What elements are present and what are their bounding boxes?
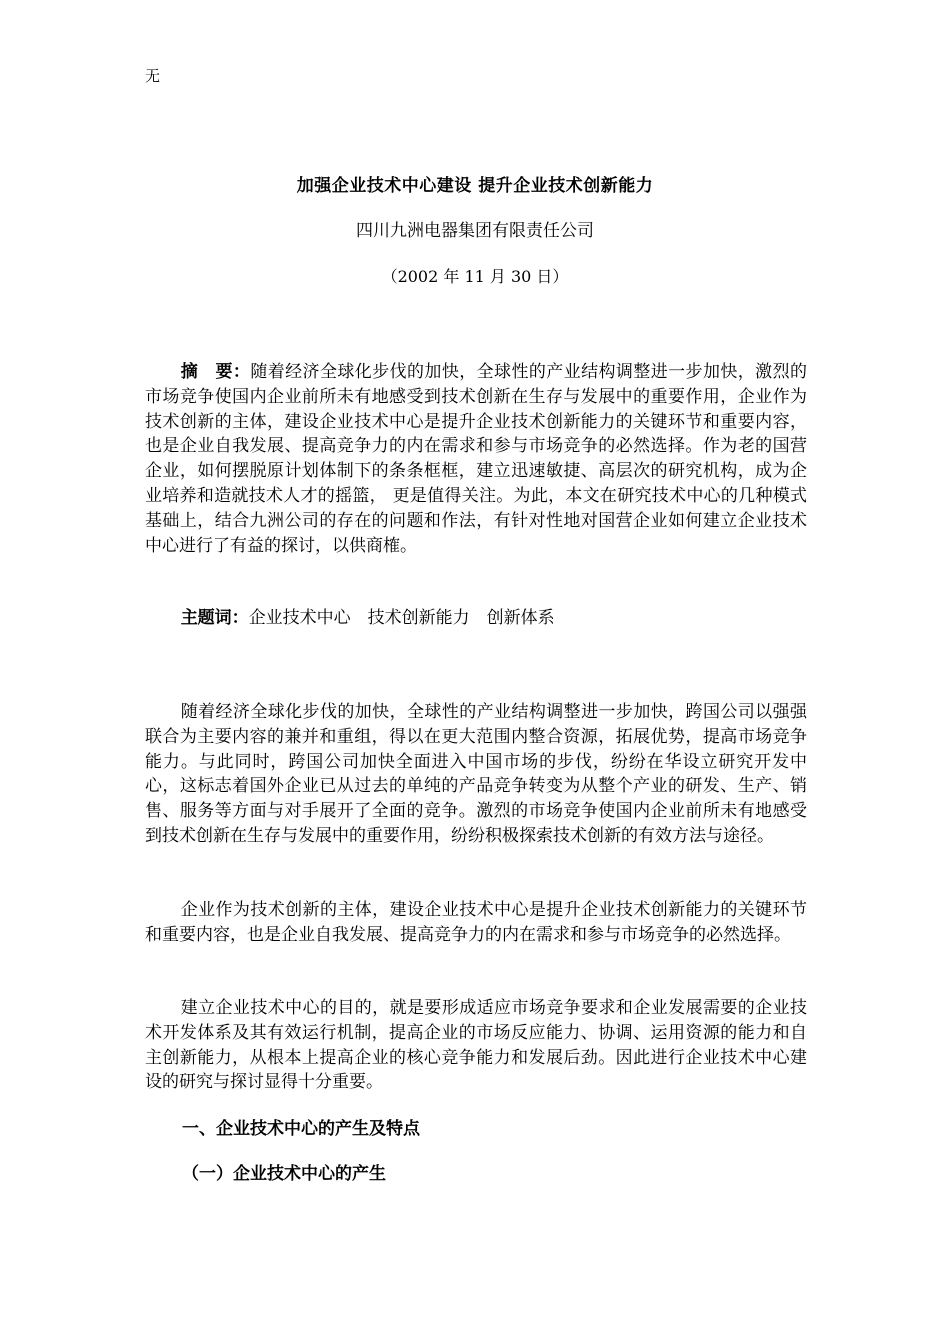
organization-name: 四川九洲电器集团有限责任公司 xyxy=(356,221,594,241)
body-paragraph: 企业作为技术创新的主体，建设企业技术中心是提升企业技术创新能力的关键环节和重要内容，也是企业自我发展、提高竞争力的内在需求和参与市场竞争的必然选择。 xyxy=(145,900,807,945)
keywords-text: 企业技术中心 技术创新能力 创新体系 xyxy=(248,608,555,628)
document-date: （2002 年 11 月 30 日） xyxy=(381,267,569,286)
document-title: 加强企业技术中心建设 提升企业技术创新能力 xyxy=(296,176,654,196)
body-paragraph: 随着经济全球化步伐的加快，全球性的产业结构调整进一步加快，跨国公司以强强联合为主要内容的兼并和重组，得以在更大范围内整合资源，拓展优势，提高市场竞争能力。与此同时，跨国公司加快全面进入中国市场的步伐，纷纷在华设立研究开发中心，这标志着国外企业已从过去的单纯的产品竞争转变为从整个产业的研发、生产、销售、服务等方面与对手展开了全面的竞争。激烈的市场竞争使国内企业前所未有地感受到技术创新在生存与发展中的重要作用，纷纷积极探索技术创新的有效方法与途径。 xyxy=(145,702,807,846)
header-mark: 无 xyxy=(145,67,161,85)
abstract-label: 摘 要： xyxy=(180,362,251,382)
keywords-label: 主题词： xyxy=(180,608,249,628)
subsection-heading: （一）企业技术中心的产生 xyxy=(182,1164,386,1184)
keywords-line xyxy=(145,606,807,631)
section-heading: 一、企业技术中心的产生及特点 xyxy=(182,1119,420,1139)
body-paragraph: 建立企业技术中心的目的，就是要形成适应市场竞争要求和企业发展需要的企业技术开发体系及其有效运行机制，提高企业的市场反应能力、协调、运用资源的能力和自主创新能力，从根本上提高企业的核心竞争能力和发展后劲。因此进行企业技术中心建设的研究与探讨显得十分重要。 xyxy=(145,998,807,1093)
abstract-text: 随着经济全球化步伐的加快，全球性的产业结构调整进一步加快，激烈的市场竞争使国内企业前所未有地感受到技术创新在生存与发展中的重要作用，企业作为技术创新的主体，建设企业技术中心是提升企业技术创新能力的关键环节和重要内容，也是企业自我发展、提高竞争力的内在需求和参与市场竞争的必然选择。作为老的国营企业，如何摆脱原计划体制下的条条框框，建立迅速敏捷、高层次的研究机构，成为企业培养和造就技术人才的摇篮， 更是值得关注。为此，本文在研究技术中心的几种模式基础上，结合九洲公司的存在的问题和作法，有针对性地对国营企业如何建立企业技术中心进行了有益的探讨，以供商榷。 xyxy=(145,362,808,556)
abstract-paragraph xyxy=(145,360,807,558)
